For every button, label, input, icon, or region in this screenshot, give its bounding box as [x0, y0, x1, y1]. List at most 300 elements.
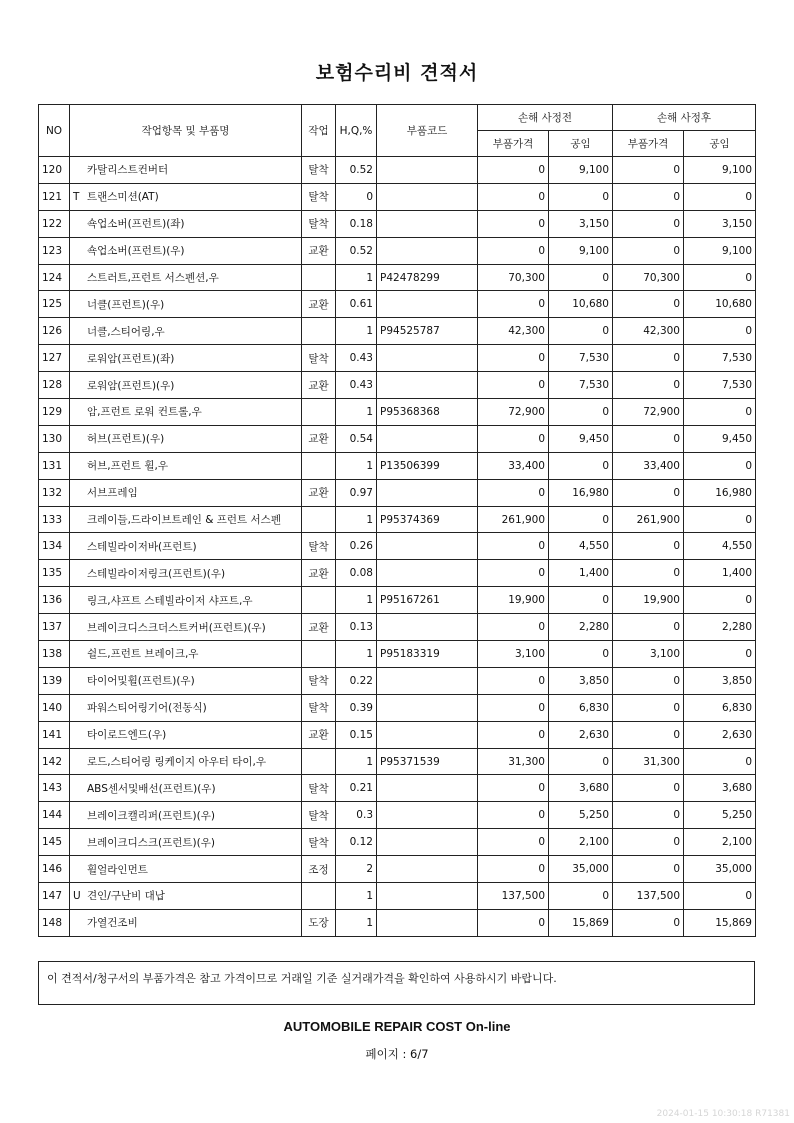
cell-item-name [70, 479, 302, 506]
cell-item-name [70, 909, 302, 936]
cell-hq: 1 [336, 318, 377, 345]
notice-box [38, 961, 755, 1005]
cell-item-name [70, 560, 302, 587]
cell-hq: 0.3 [336, 802, 377, 829]
cell-before-labor: 9,100 [549, 157, 613, 184]
cell-work: 교환 [302, 425, 336, 452]
cell-item-label: 타이로드엔드(우) [87, 729, 167, 742]
cell-before-part-price: 0 [478, 721, 549, 748]
cell-no: 139 [39, 667, 70, 694]
cell-part-code [377, 694, 478, 721]
cell-item-label: 브레이크디스크더스트커버(프런트)(우) [87, 621, 266, 634]
cell-work: 탈착 [302, 775, 336, 802]
cell-work: 탈착 [302, 183, 336, 210]
cell-part-code [377, 829, 478, 856]
cell-mark: T [73, 191, 80, 204]
table-row [39, 291, 756, 318]
cell-item-name [70, 264, 302, 291]
table-row [39, 694, 756, 721]
cell-before-labor: 0 [549, 641, 613, 668]
cell-before-part-price: 72,900 [478, 399, 549, 426]
cell-item-label: 로워암(프런트)(좌) [87, 352, 175, 365]
cell-item-name [70, 614, 302, 641]
cell-part-code [377, 425, 478, 452]
cell-hq: 0.21 [336, 775, 377, 802]
cell-before-part-price: 261,900 [478, 506, 549, 533]
table-row [39, 533, 756, 560]
cell-item-label: 쇽업소버(프런트)(우) [87, 245, 185, 258]
cell-before-labor: 2,280 [549, 614, 613, 641]
cell-no: 126 [39, 318, 70, 345]
cell-before-labor: 5,250 [549, 802, 613, 829]
cell-after-labor: 2,630 [684, 721, 756, 748]
cell-item-name [70, 157, 302, 184]
table-row [39, 856, 756, 883]
cell-item-label: 브레이크디스크(프런트)(우) [87, 836, 215, 849]
cell-after-labor: 7,530 [684, 345, 756, 372]
cell-before-labor: 35,000 [549, 856, 613, 883]
cell-after-part-price: 0 [613, 372, 684, 399]
cell-after-part-price: 33,400 [613, 452, 684, 479]
table-row [39, 479, 756, 506]
header-after-part-price: 부품가격 [613, 131, 684, 157]
table-row [39, 721, 756, 748]
cell-no: 141 [39, 721, 70, 748]
document-title: 보험수리비 견적서 [315, 62, 479, 84]
cell-before-part-price: 0 [478, 479, 549, 506]
cell-item-name [70, 721, 302, 748]
cell-before-part-price: 19,900 [478, 587, 549, 614]
cell-no: 134 [39, 533, 70, 560]
cell-before-part-price: 70,300 [478, 264, 549, 291]
cell-part-code: P13506399 [377, 452, 478, 479]
page-number: 페이지 : 6/7 [365, 1047, 429, 1061]
cell-before-labor: 1,400 [549, 560, 613, 587]
cell-after-labor: 0 [684, 506, 756, 533]
cell-before-labor: 0 [549, 506, 613, 533]
cell-after-part-price: 0 [613, 533, 684, 560]
cell-before-labor: 2,100 [549, 829, 613, 856]
cell-hq: 0.52 [336, 237, 377, 264]
notice-text: 이 견적서/청구서의 부품가격은 참고 가격이므로 거래일 기준 실거래가격을 확인하여 사용하시기 바랍니다. [47, 972, 557, 985]
cell-after-part-price: 261,900 [613, 506, 684, 533]
cell-item-label: 허브,프런트 휠,우 [87, 460, 169, 473]
table-row [39, 883, 756, 910]
cell-no: 130 [39, 425, 70, 452]
cell-item-label: 파워스티어링기어(전동식) [87, 702, 207, 715]
cell-before-part-price: 137,500 [478, 883, 549, 910]
cell-before-part-price: 0 [478, 237, 549, 264]
cell-part-code [377, 560, 478, 587]
cell-before-part-price: 0 [478, 829, 549, 856]
cell-part-code [377, 479, 478, 506]
cell-before-part-price: 0 [478, 614, 549, 641]
cell-after-part-price: 0 [613, 183, 684, 210]
cell-part-code [377, 721, 478, 748]
footer-title: AUTOMOBILE REPAIR COST On-line [283, 1019, 511, 1034]
cell-before-part-price: 0 [478, 425, 549, 452]
cell-work [302, 641, 336, 668]
table-row [39, 183, 756, 210]
cell-part-code [377, 183, 478, 210]
cell-hq: 0.39 [336, 694, 377, 721]
cell-hq: 0.97 [336, 479, 377, 506]
cell-no: 135 [39, 560, 70, 587]
cell-after-part-price: 137,500 [613, 883, 684, 910]
cell-hq: 0.54 [336, 425, 377, 452]
cell-after-labor: 6,830 [684, 694, 756, 721]
cell-before-part-price: 0 [478, 856, 549, 883]
cell-before-part-price: 0 [478, 183, 549, 210]
cell-item-label: 브레이크캘리퍼(프런트)(우) [87, 809, 215, 822]
cell-part-code [377, 667, 478, 694]
cell-before-part-price: 0 [478, 291, 549, 318]
cell-part-code: P95167261 [377, 587, 478, 614]
cell-part-code: P95374369 [377, 506, 478, 533]
header-before-part-price: 부품가격 [478, 131, 549, 157]
cell-hq: 1 [336, 587, 377, 614]
cell-item-name [70, 399, 302, 426]
cell-item-name [70, 775, 302, 802]
cell-after-part-price: 70,300 [613, 264, 684, 291]
cell-after-part-price: 0 [613, 479, 684, 506]
cell-after-labor: 0 [684, 264, 756, 291]
cell-work: 교환 [302, 721, 336, 748]
cell-after-labor: 2,100 [684, 829, 756, 856]
cell-work: 교환 [302, 291, 336, 318]
cell-after-labor: 15,869 [684, 909, 756, 936]
cell-hq: 1 [336, 909, 377, 936]
cell-work: 탈착 [302, 694, 336, 721]
cell-before-labor: 16,980 [549, 479, 613, 506]
cell-after-labor: 3,850 [684, 667, 756, 694]
cell-work: 탈착 [302, 802, 336, 829]
cell-after-part-price: 0 [613, 694, 684, 721]
cell-before-part-price: 0 [478, 210, 549, 237]
cell-work: 교환 [302, 560, 336, 587]
cell-after-labor: 3,150 [684, 210, 756, 237]
cell-no: 132 [39, 479, 70, 506]
cell-item-label: 쉴드,프런트 브레이크,우 [87, 648, 199, 661]
cell-item-name [70, 183, 302, 210]
table-row [39, 829, 756, 856]
cell-before-labor: 0 [549, 399, 613, 426]
cell-before-labor: 7,530 [549, 372, 613, 399]
cell-part-code [377, 802, 478, 829]
cell-after-part-price: 0 [613, 560, 684, 587]
cell-item-name [70, 372, 302, 399]
cell-part-code [377, 614, 478, 641]
cell-item-name [70, 533, 302, 560]
cell-no: 147 [39, 883, 70, 910]
header-after: 손해 사정후 [613, 105, 756, 131]
cell-item-name [70, 748, 302, 775]
cell-item-name [70, 829, 302, 856]
cell-before-labor: 6,830 [549, 694, 613, 721]
cell-after-part-price: 0 [613, 802, 684, 829]
cell-before-labor: 9,100 [549, 237, 613, 264]
table-row [39, 775, 756, 802]
cell-before-part-price: 0 [478, 533, 549, 560]
cell-before-labor: 0 [549, 183, 613, 210]
cell-before-labor: 0 [549, 452, 613, 479]
cell-hq: 0.61 [336, 291, 377, 318]
cell-item-name [70, 694, 302, 721]
cell-after-labor: 0 [684, 318, 756, 345]
cell-after-part-price: 0 [613, 721, 684, 748]
cell-after-part-price: 0 [613, 291, 684, 318]
cell-hq: 1 [336, 641, 377, 668]
cell-item-name [70, 883, 302, 910]
cell-item-name [70, 802, 302, 829]
header-work: 작업 [302, 105, 336, 157]
cell-no: 142 [39, 748, 70, 775]
table-row [39, 210, 756, 237]
cell-hq: 0 [336, 183, 377, 210]
cell-hq: 1 [336, 748, 377, 775]
cell-no: 125 [39, 291, 70, 318]
cell-after-labor: 9,100 [684, 157, 756, 184]
cell-work: 탈착 [302, 157, 336, 184]
cell-part-code: P95183319 [377, 641, 478, 668]
cell-hq: 1 [336, 452, 377, 479]
table-row [39, 345, 756, 372]
cell-item-label: 너클(프런트)(우) [87, 298, 165, 311]
cell-before-labor: 2,630 [549, 721, 613, 748]
table-row [39, 614, 756, 641]
cell-work [302, 318, 336, 345]
cell-hq: 0.15 [336, 721, 377, 748]
cell-item-label: 견인/구난비 대납 [87, 890, 165, 903]
cell-after-labor: 0 [684, 641, 756, 668]
cell-no: 127 [39, 345, 70, 372]
cell-work: 도장 [302, 909, 336, 936]
cell-after-part-price: 0 [613, 345, 684, 372]
cell-before-part-price: 0 [478, 372, 549, 399]
cell-part-code: P94525787 [377, 318, 478, 345]
cell-after-part-price: 0 [613, 909, 684, 936]
cell-part-code: P95371539 [377, 748, 478, 775]
cell-no: 140 [39, 694, 70, 721]
header-item: 작업항목 및 부품명 [70, 105, 302, 157]
cell-before-labor: 0 [549, 587, 613, 614]
cell-work: 교환 [302, 479, 336, 506]
cell-item-name [70, 641, 302, 668]
cell-item-label: 허브(프런트)(우) [87, 433, 165, 446]
cell-no: 137 [39, 614, 70, 641]
cell-after-labor: 16,980 [684, 479, 756, 506]
cell-work [302, 506, 336, 533]
cell-part-code [377, 372, 478, 399]
cell-item-label: 휠얼라인먼트 [87, 863, 148, 876]
cell-after-part-price: 0 [613, 425, 684, 452]
cell-before-labor: 3,850 [549, 667, 613, 694]
cell-hq: 0.12 [336, 829, 377, 856]
cell-no: 148 [39, 909, 70, 936]
cell-item-label: 서브프레임 [87, 487, 138, 500]
cell-hq: 0.52 [336, 157, 377, 184]
table-row [39, 506, 756, 533]
cell-part-code [377, 291, 478, 318]
cell-work: 탈착 [302, 210, 336, 237]
cell-work [302, 748, 336, 775]
cell-part-code [377, 345, 478, 372]
cell-no: 121 [39, 183, 70, 210]
cell-work [302, 452, 336, 479]
cell-before-part-price: 0 [478, 667, 549, 694]
cell-before-part-price: 0 [478, 909, 549, 936]
cell-item-label: 크레이들,드라이브트레인 & 프런트 서스펜 [87, 514, 281, 527]
cell-after-part-price: 31,300 [613, 748, 684, 775]
cell-after-labor: 5,250 [684, 802, 756, 829]
cell-work: 탈착 [302, 667, 336, 694]
cell-before-part-price: 42,300 [478, 318, 549, 345]
cell-no: 138 [39, 641, 70, 668]
cell-item-name [70, 452, 302, 479]
cell-item-name [70, 318, 302, 345]
cell-hq: 0.43 [336, 372, 377, 399]
cell-work: 교환 [302, 614, 336, 641]
header-no: NO [39, 105, 70, 157]
cell-after-part-price: 72,900 [613, 399, 684, 426]
cell-before-labor: 9,450 [549, 425, 613, 452]
cell-before-labor: 0 [549, 748, 613, 775]
table-row [39, 237, 756, 264]
cell-item-label: 스트러트,프런트 서스펜션,우 [87, 272, 219, 284]
table-row [39, 399, 756, 426]
cell-part-code: P95368368 [377, 399, 478, 426]
cell-work: 탈착 [302, 345, 336, 372]
cell-hq: 2 [336, 856, 377, 883]
cell-part-code [377, 856, 478, 883]
cell-before-part-price: 0 [478, 157, 549, 184]
table-row [39, 641, 756, 668]
cell-hq: 1 [336, 883, 377, 910]
cell-item-label: 쇽업소버(프런트)(좌) [87, 218, 185, 231]
cell-after-part-price: 0 [613, 829, 684, 856]
estimate-table [38, 104, 756, 937]
cell-work: 탈착 [302, 829, 336, 856]
cell-part-code [377, 883, 478, 910]
cell-no: 133 [39, 506, 70, 533]
cell-before-labor: 3,150 [549, 210, 613, 237]
cell-part-code [377, 775, 478, 802]
cell-work: 탈착 [302, 533, 336, 560]
cell-hq: 1 [336, 264, 377, 291]
cell-no: 146 [39, 856, 70, 883]
cell-item-label: 암,프런트 로워 컨트롤,우 [87, 406, 202, 419]
cell-after-labor: 0 [684, 748, 756, 775]
cell-before-labor: 7,530 [549, 345, 613, 372]
cell-hq: 1 [336, 399, 377, 426]
table-row [39, 264, 756, 291]
cell-item-name [70, 506, 302, 533]
cell-after-part-price: 3,100 [613, 641, 684, 668]
table-header [39, 105, 756, 157]
header-code: 부품코드 [377, 105, 478, 157]
cell-after-part-price: 0 [613, 856, 684, 883]
cell-after-labor: 35,000 [684, 856, 756, 883]
cell-hq: 0.22 [336, 667, 377, 694]
cell-no: 136 [39, 587, 70, 614]
cell-after-labor: 0 [684, 883, 756, 910]
cell-item-name [70, 291, 302, 318]
table-row [39, 157, 756, 184]
cell-item-label: 가열건조비 [87, 917, 138, 930]
cell-no: 120 [39, 157, 70, 184]
cell-no: 124 [39, 264, 70, 291]
cell-before-labor: 4,550 [549, 533, 613, 560]
cell-part-code [377, 533, 478, 560]
cell-before-labor: 3,680 [549, 775, 613, 802]
cell-after-part-price: 0 [613, 614, 684, 641]
cell-before-labor: 0 [549, 883, 613, 910]
header-hq: H,Q,% [336, 105, 377, 157]
cell-before-labor: 0 [549, 264, 613, 291]
cell-after-labor: 0 [684, 399, 756, 426]
cell-before-labor: 15,869 [549, 909, 613, 936]
cell-after-labor: 10,680 [684, 291, 756, 318]
header-after-labor: 공임 [684, 131, 756, 157]
cell-item-name [70, 856, 302, 883]
cell-before-part-price: 0 [478, 345, 549, 372]
table-row [39, 802, 756, 829]
cell-item-name [70, 345, 302, 372]
cell-after-part-price: 0 [613, 237, 684, 264]
cell-before-part-price: 3,100 [478, 641, 549, 668]
cell-no: 128 [39, 372, 70, 399]
cell-work: 조정 [302, 856, 336, 883]
cell-hq: 0.26 [336, 533, 377, 560]
cell-no: 131 [39, 452, 70, 479]
timestamp: 2024-01-15 10:30:18 R71381 [656, 1109, 790, 1119]
cell-no: 129 [39, 399, 70, 426]
cell-hq: 0.18 [336, 210, 377, 237]
cell-after-labor: 9,100 [684, 237, 756, 264]
cell-work [302, 399, 336, 426]
cell-hq: 0.13 [336, 614, 377, 641]
cell-after-part-price: 19,900 [613, 587, 684, 614]
cell-item-label: 로드,스티어링 링케이지 아우터 타이,우 [87, 756, 266, 769]
cell-item-name [70, 210, 302, 237]
cell-before-part-price: 0 [478, 694, 549, 721]
cell-part-code: P42478299 [377, 264, 478, 291]
cell-hq: 0.08 [336, 560, 377, 587]
table-row [39, 452, 756, 479]
table-row [39, 748, 756, 775]
cell-before-labor: 10,680 [549, 291, 613, 318]
cell-item-name [70, 237, 302, 264]
cell-part-code [377, 237, 478, 264]
table-row [39, 909, 756, 936]
cell-after-labor: 0 [684, 452, 756, 479]
cell-after-labor: 9,450 [684, 425, 756, 452]
table-body [39, 157, 756, 937]
table-row [39, 372, 756, 399]
cell-part-code [377, 909, 478, 936]
cell-item-label: ABS센서및배선(프런트)(우) [87, 782, 216, 795]
table-row [39, 667, 756, 694]
cell-mark: U [73, 890, 81, 903]
cell-item-name [70, 667, 302, 694]
cell-work [302, 587, 336, 614]
cell-before-part-price: 0 [478, 560, 549, 587]
cell-after-labor: 2,280 [684, 614, 756, 641]
table-row [39, 318, 756, 345]
cell-before-part-price: 0 [478, 802, 549, 829]
cell-after-part-price: 0 [613, 667, 684, 694]
cell-item-label: 너클,스티어링,우 [87, 325, 165, 338]
